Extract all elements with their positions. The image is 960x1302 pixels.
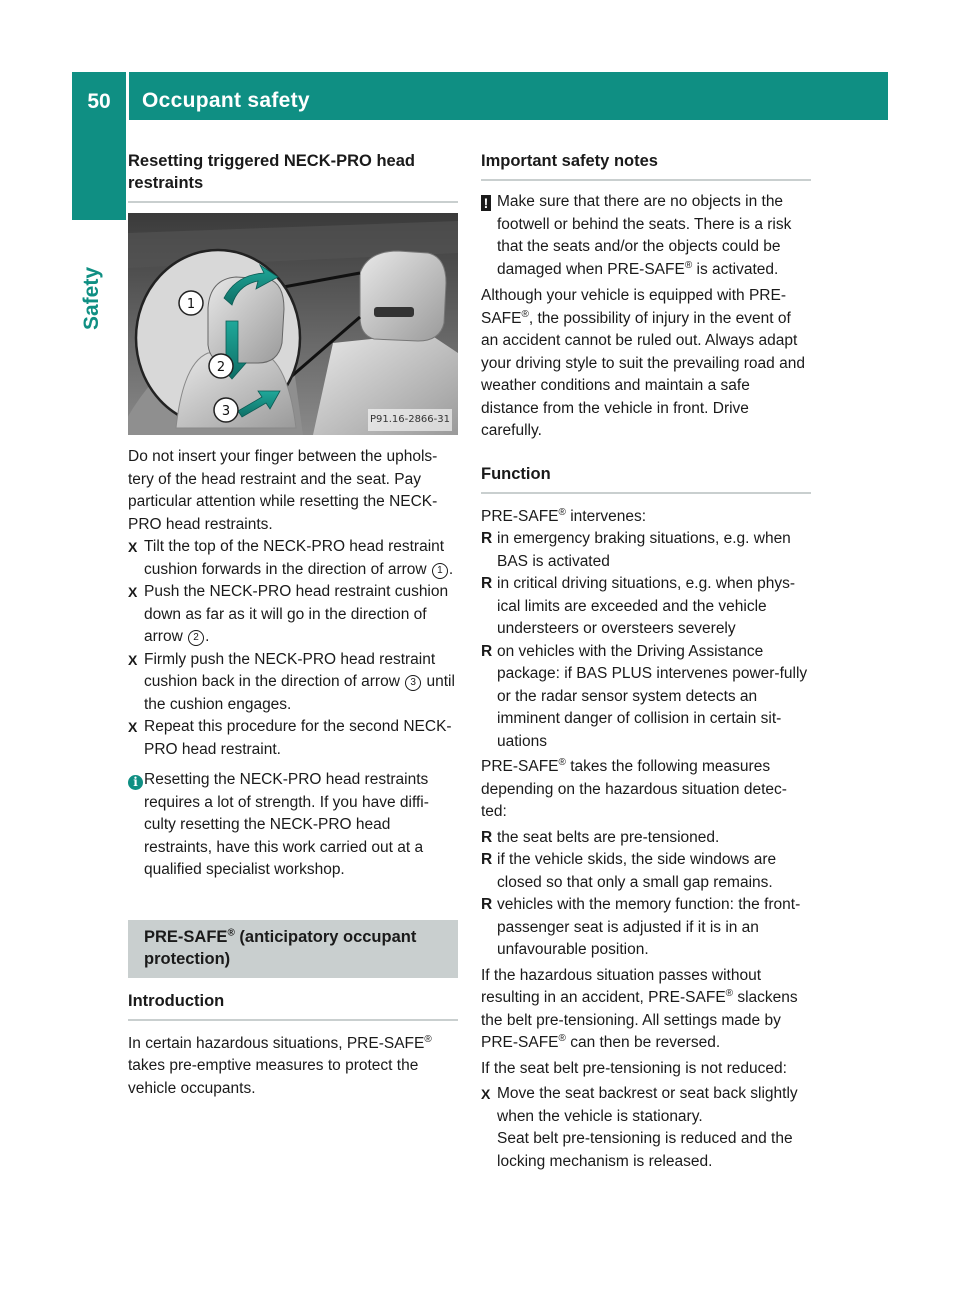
presafe-section-box [128, 920, 458, 978]
registered-mark: ® [424, 1033, 432, 1045]
introduction-text-a: In certain hazardous situations, PRE-SAFE [128, 1034, 425, 1052]
registered-mark: ® [558, 1032, 566, 1044]
list-item [481, 573, 811, 641]
callout-3-label: 3 [221, 404, 231, 419]
circled-number: 3 [405, 675, 421, 691]
page-number: 50 [87, 90, 111, 113]
step-item [128, 581, 458, 649]
step-result-text: Seat belt pre-tensioning is reduced and the locking mechanism is released. [497, 1130, 793, 1170]
safety-notes-heading: Important safety notes [481, 150, 811, 181]
section-label: Safety [80, 266, 103, 330]
step-text: Repeat this procedure for the second NECK-PRO head restraint. [144, 718, 452, 758]
info-note [128, 769, 458, 882]
circled-number: 1 [432, 563, 448, 579]
list-item-text: in critical driving situations, e.g. when phys-ical limits are exceeded and the vehicle understeers or oversteers severely [497, 575, 796, 637]
registered-mark: ® [521, 308, 529, 320]
step-text: Push the NECK-PRO head restraint cushion down as far as it will go in the direction of arrow [144, 583, 449, 645]
intervenes-text-b: intervenes: [565, 507, 647, 525]
list-item-text: if the vehicle skids, the side windows are closed so that only a small gap remains. [497, 851, 777, 891]
general-safety-paragraph [481, 285, 811, 443]
callout-2-label: 2 [216, 360, 226, 375]
step-marker-icon: X [128, 651, 138, 668]
not-reduced-paragraph: If the seat belt pre-tensioning is not reduced: [481, 1059, 787, 1077]
intervenes-paragraph [481, 506, 811, 529]
step-item [128, 716, 458, 761]
step-item [128, 536, 458, 581]
list-item [481, 528, 811, 573]
function-heading: Function [481, 463, 811, 494]
left-column [128, 150, 458, 1100]
warning-icon: ! [481, 195, 491, 211]
list-item-text: on vehicles with the Driving Assistance package: if BAS PLUS intervenes power-fully or the radar sensor system detects an imminent danger of collision in certain sit-uations [497, 642, 808, 750]
intro-paragraph: Do not insert your finger between the uphols-tery of the head restraint and the seat. Pay particular attention while resetting the NECK-PRO head restraints. [128, 448, 438, 533]
head-restraint-figure [128, 213, 458, 435]
list-item [481, 849, 811, 894]
right-column [481, 150, 811, 1173]
step-text: Tilt the top of the NECK-PRO head restraint cushion forwards in the direction of arrow [144, 538, 445, 578]
head-restraint-illustration [128, 213, 458, 435]
list-item-text: vehicles with the memory function: the front-passenger seat is adjusted if it is in an unfavourable position. [497, 896, 801, 958]
step-text-end: until the cushion engages. [144, 673, 455, 713]
page-header [72, 72, 888, 120]
circled-number: 2 [188, 630, 204, 646]
presafe-box-text-b: (anticipatory occupant protection) [144, 927, 417, 968]
step-marker-icon: X [128, 584, 138, 600]
bullet-marker-icon: R [481, 828, 493, 846]
warning-text-b: is activated. [692, 260, 779, 278]
list-item [481, 641, 811, 754]
section-tab [72, 120, 126, 220]
registered-mark: ® [684, 259, 693, 271]
neck-pro-heading: Resetting triggered NECK-PRO head restraints [128, 150, 458, 203]
header-divider [126, 72, 129, 120]
warning-text-a: Make sure that there are no objects in the footwell or behind the seats. There is a risk that the seats and/or the objects could be damaged when PRE-SAFE [497, 193, 792, 278]
step-item [481, 1083, 811, 1173]
introduction-paragraph [128, 1033, 458, 1101]
para1-text-b: , the possibility of injury in the event of an accident cannot be ruled out. Always adapt your driving style to suit the prevailing road and weather conditions and maintain a safe distance from the vehicle in front. Drive carefully. [481, 309, 805, 439]
introduction-text-b: takes pre-emptive measures to protect the vehicle occupants. [128, 1057, 419, 1097]
registered-mark: ® [227, 927, 235, 938]
figure-code: P91.16-2866-31 [368, 409, 452, 432]
callout-1-label: 1 [186, 297, 196, 312]
page-title: Occupant safety [142, 89, 310, 112]
bullet-marker-icon: R [481, 851, 493, 868]
step-marker-icon: X [481, 1086, 491, 1102]
list-item [481, 827, 811, 850]
registered-mark: ® [725, 987, 734, 999]
passes-paragraph [481, 965, 811, 1055]
presafe-box-text-a: PRE-SAFE [144, 927, 228, 946]
list-item-text: in emergency braking situations, e.g. when BAS is activated [497, 530, 791, 570]
info-icon: i [128, 775, 143, 790]
info-note-text: Resetting the NECK-PRO head restraints requires a lot of strength. If you have diffi-culty resetting the NECK-PRO head restraints, have this work carried out at a qualified specialist workshop. [144, 771, 429, 878]
list-item-text: the seat belts are pre-tensioned. [497, 828, 720, 846]
bullet-marker-icon: R [481, 896, 493, 913]
list-item [481, 894, 811, 962]
step-text-end: . [205, 628, 210, 645]
step-text: Move the seat backrest or seat back slightly when the vehicle is stationary. [497, 1085, 798, 1125]
measures-text-a: PRE-SAFE [481, 758, 559, 775]
para1-text-a: Although your vehicle is equipped with PRE-SAFE [481, 287, 787, 327]
intervenes-text-a: PRE-SAFE [481, 507, 559, 525]
passes-text-a: If the hazardous situation passes without resulting in an accident, PRE-SAFE [481, 966, 762, 1006]
passes-text-c: can then be reversed. [565, 1034, 721, 1051]
step-marker-icon: X [128, 719, 138, 735]
warning-note [481, 191, 811, 281]
step-item [128, 649, 458, 717]
registered-mark: ® [558, 506, 566, 518]
step-text: Firmly push the NECK-PRO head restraint cushion back in the direction of arrow [144, 650, 436, 690]
bullet-marker-icon: R [481, 530, 493, 547]
registered-mark: ® [558, 756, 566, 768]
introduction-heading: Introduction [128, 990, 458, 1021]
step-text-end: . [448, 560, 454, 578]
measures-paragraph [481, 756, 811, 824]
bullet-marker-icon: R [481, 575, 493, 592]
step-marker-icon: X [128, 539, 138, 555]
measures-text-b: takes the following measures depending on the hazardous situation detec-ted: [481, 758, 787, 820]
passes-text-b: slackens the belt pre-tensioning. All settings made by PRE-SAFE [481, 989, 798, 1051]
bullet-marker-icon: R [481, 642, 493, 660]
